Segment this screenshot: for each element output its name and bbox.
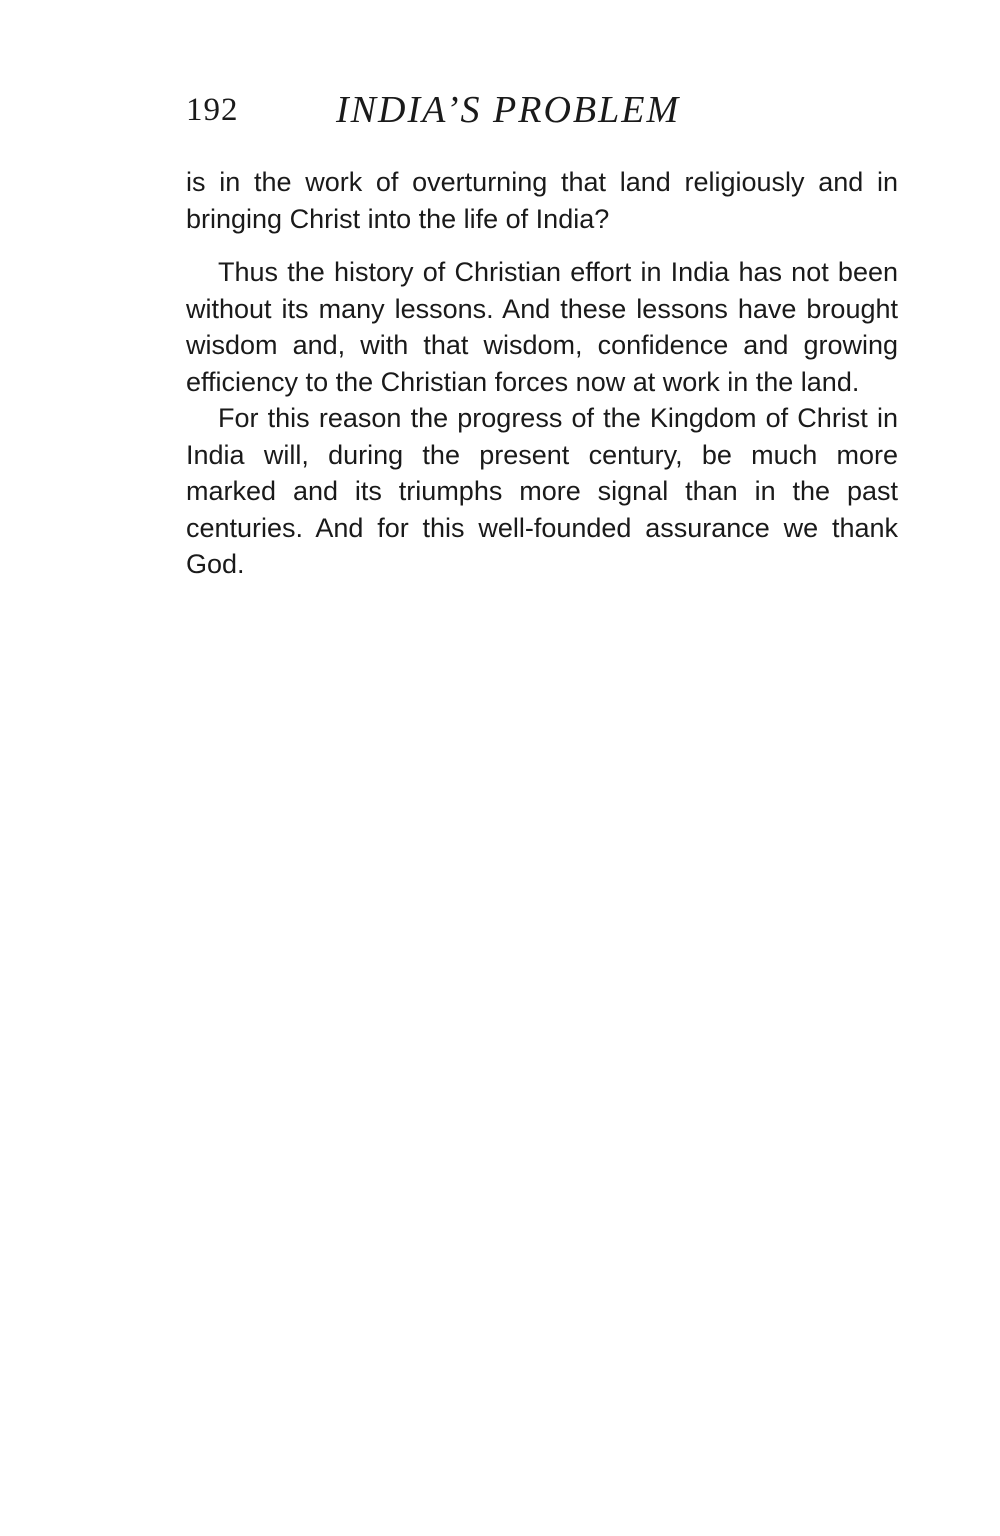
running-title: INDIA’S PROBLEM [336,89,681,131]
paragraph-kingdom-progress: For this reason the progress of the Kingdom of Christ in India will, during the present century, be much more marked and its triumphs more signal than in the past centuries. And for this well-founded assurance we thank God. [186,403,898,579]
body-text [186,164,898,583]
running-head [186,88,898,138]
paragraph-history-lessons: Thus the history of Christian effort in India has not been without its many lessons. And these lessons have brought wisdom and, with that wisdom, confidence and growing efficiency to the Christian forces now at work in the land. [186,257,898,397]
page-number: 192 [186,92,239,128]
paragraph-continuation: is in the work of overturning that land religiously and in bringing Christ into the life of India? [186,167,898,234]
